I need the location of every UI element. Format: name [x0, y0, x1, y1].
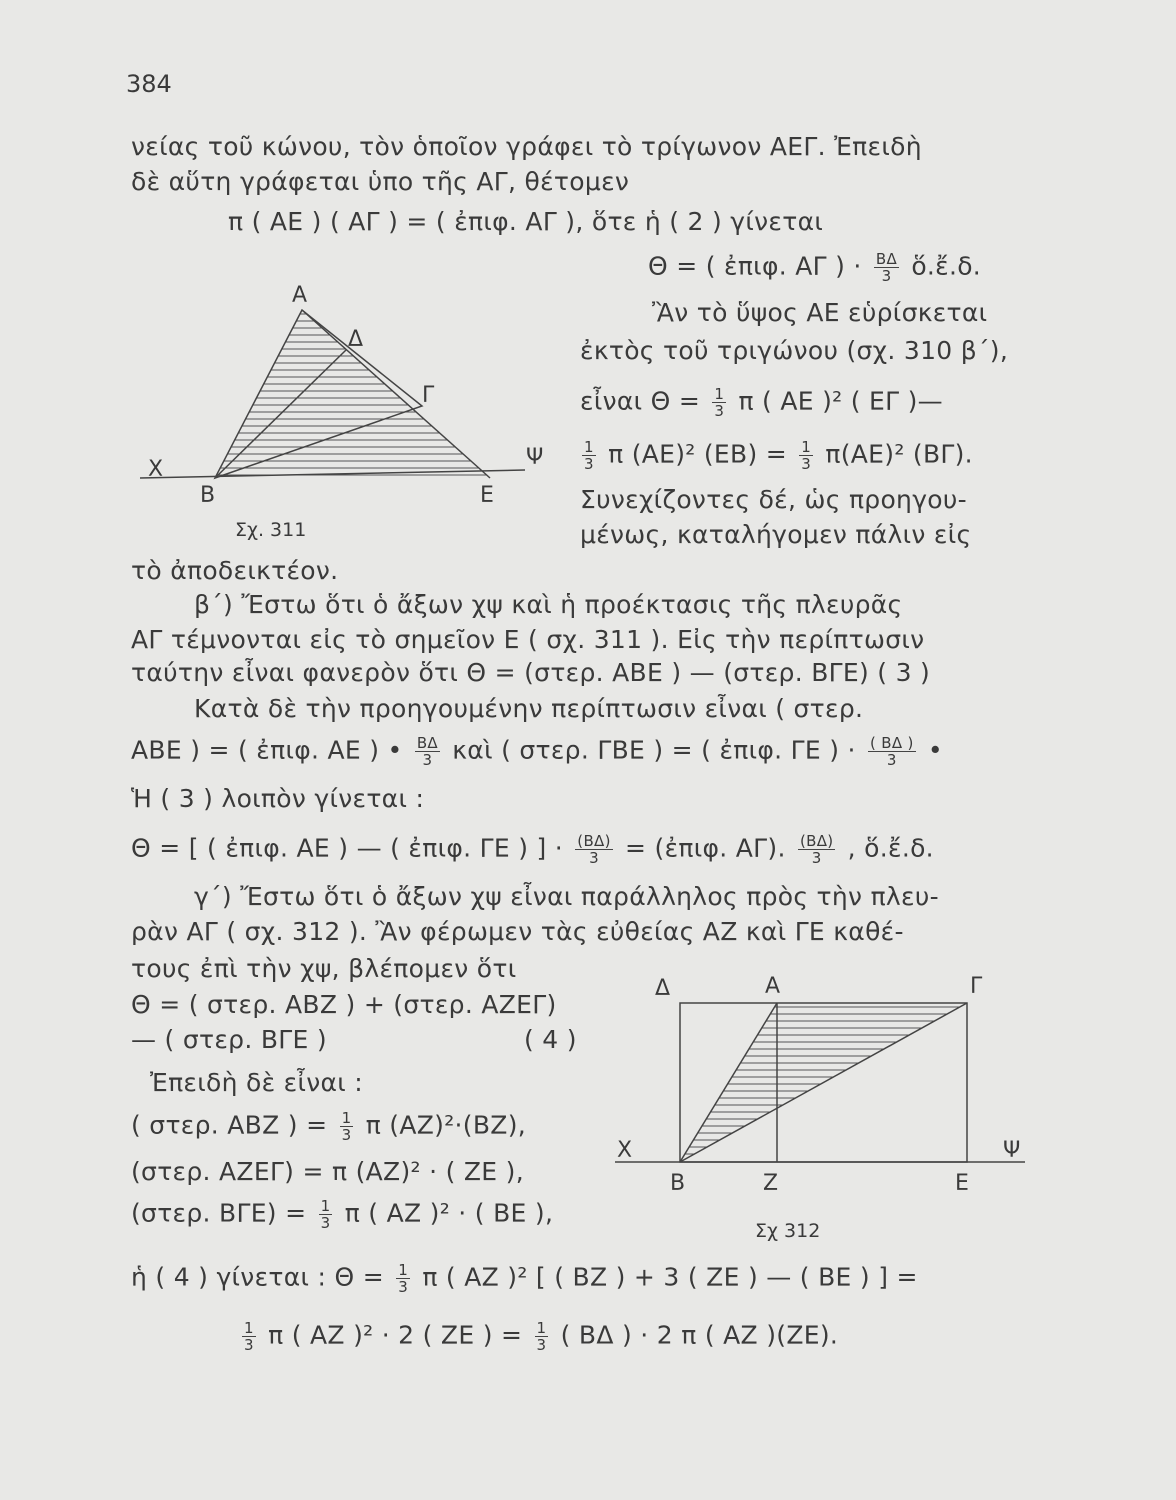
- label-b: Β: [200, 483, 216, 508]
- axis-xpsi: [140, 470, 525, 478]
- text-line: — ( στερ. ΒΓΕ ): [131, 1025, 327, 1054]
- fraction: $\frac{(B\Delta)}{3}$: [799, 832, 834, 867]
- figure-312: [605, 965, 1035, 1255]
- text-line: ΑΓ τέμνονται εἰς τὸ σημεῖον Ε ( σχ. 311 ). Εἰς τὴν περίπτωσιν: [131, 625, 925, 654]
- fraction: $\frac{( B\Delta )}{3}$: [870, 734, 914, 769]
- label-d: Δ: [348, 327, 364, 352]
- segment-bg: [680, 1003, 967, 1162]
- label-a: Α: [765, 974, 781, 999]
- text-line: νείας τοῦ κώνου, τὸν ὁποῖον γράφει τὸ τρίγωνον ΑΕΓ. Ἐπειδὴ: [131, 132, 922, 161]
- fraction: $\frac{(B\Delta)}{3}$: [577, 832, 611, 867]
- equation-line: $\frac{1}{3}$ π (ΑΕ)² (ΕΒ) = $\frac{1}{3}$ π(ΑΕ)² (ΒΓ).: [584, 438, 973, 473]
- fraction: $\frac{1}{3}$: [714, 385, 725, 420]
- fraction: $\frac{1}{3}$: [536, 1319, 547, 1354]
- text-line: β΄) Ἔστω ὅτι ὁ ἄξων χψ καὶ ἡ προέκτασις τῆς πλευρᾶς: [194, 590, 903, 619]
- fraction: $\frac{B\Delta}{3}$: [875, 250, 898, 285]
- text-line: ταύτην εἶναι φανερὸν ὅτι Θ = (στερ. ΑΒΕ ) — (στερ. ΒΓΕ) ( 3 ): [131, 658, 931, 687]
- label-z: Ζ: [763, 1171, 779, 1196]
- label-a: Α: [292, 283, 308, 308]
- equation-line: [648, 251, 981, 284]
- segment-ab: [680, 1003, 777, 1162]
- label-b: Β: [670, 1171, 686, 1196]
- figure-311: [140, 280, 570, 550]
- equation-line: $\frac{1}{3}$ π ( ΑΖ )² · 2 ( ΖΕ ) = $\frac{1}{3}$ ( ΒΔ ) · 2 π ( ΑΖ )(ΖΕ).: [244, 1319, 839, 1354]
- text-line: ρὰν ΑΓ ( σχ. 312 ). Ἂν φέρωμεν τὰς εὐθείας ΑΖ καὶ ΓΕ καθέ-: [131, 917, 904, 946]
- label-psi: Ψ: [1003, 1138, 1021, 1163]
- hatching: [140, 314, 540, 475]
- equation-line: ἡ ( 4 ) γίνεται : Θ = $\frac{1}{3}$ π ( ΑΖ )² [ ( ΒΖ ) + 3 ( ΖΕ ) — ( ΒΕ ) ] =: [131, 1261, 918, 1296]
- text-line: γ΄) Ἔστω ὅτι ὁ ἄξων χψ εἶναι παράλληλος πρὸς τὴν πλευ-: [194, 882, 939, 911]
- text-line: Συνεχίζοντες δέ, ὡς προηγου-: [580, 485, 967, 514]
- text-line: Ἐπειδὴ δὲ εἶναι :: [150, 1068, 363, 1097]
- text-line: (στερ. ΑΖΕΓ) = π (ΑΖ)² · ( ΖΕ ),: [131, 1157, 524, 1186]
- fraction: $\frac{1}{3}$: [398, 1261, 409, 1296]
- fraction: $\frac{1}{3}$: [341, 1109, 352, 1144]
- equation-line: Θ = [ ( ἐπιφ. ΑΕ ) — ( ἐπιφ. ΓΕ ) ] · $\frac{(B\Delta)}{3}$ = (ἐπιφ. ΑΓ). $\frac{(B\Delta)}{3}$ , ὅ.ἔ.δ.: [131, 832, 934, 867]
- text-line: τὸ ἀποδεικτέον.: [131, 556, 339, 585]
- text-line: Κατὰ δὲ τὴν προηγουμένην περίπτωσιν εἶναι ( στερ.: [194, 694, 864, 723]
- label-d: Δ: [655, 976, 671, 1001]
- fraction: $\frac{1}{3}$: [244, 1319, 254, 1354]
- text-line: μένως, καταλήγομεν πάλιν εἰς: [580, 520, 972, 549]
- text-line: δὲ αὕτη γράφεται ὑπο τῆς ΑΓ, θέτομεν: [131, 167, 630, 196]
- fraction: $\frac{1}{3}$: [801, 438, 812, 473]
- equation-line: εἶναι Θ = $\frac{1}{3}$ π ( ΑΕ )² ( ΕΓ )—: [580, 385, 943, 420]
- segment-bd: [215, 350, 346, 478]
- label-g: Γ: [422, 383, 435, 408]
- label-psi: Ψ: [526, 445, 544, 470]
- page-number: 384: [126, 70, 172, 98]
- fraction: $\frac{1}{3}$: [584, 438, 594, 473]
- label-x: Χ: [148, 457, 164, 482]
- equation-part: Θ = ( ἐπιφ. ΑΓ ) ·: [648, 251, 862, 281]
- caption-311: Σχ. 311: [235, 519, 307, 541]
- text-line: Ἡ ( 3 ) λοιπὸν γίνεται :: [131, 784, 425, 813]
- text-line: τους ἐπὶ τὴν χψ, βλέπομεν ὅτι: [131, 954, 517, 983]
- fraction: $\frac{B\Delta}{3}$: [416, 734, 438, 769]
- equation-part: ὅ.ἔ.δ.: [911, 251, 982, 281]
- equation-line: ( στερ. ΑΒΖ ) = $\frac{1}{3}$ π (ΑΖ)²·(ΒΖ),: [131, 1109, 527, 1144]
- equation-line: ΑΒΕ ) = ( ἐπιφ. ΑΕ ) • $\frac{B\Delta}{3}$ καὶ ( στερ. ΓΒΕ ) = ( ἐπιφ. ΓΕ ) · $\frac{( B\Delta )}{3}$ •: [131, 734, 943, 769]
- label-e: Ε: [480, 483, 494, 508]
- caption-312: Σχ 312: [755, 1220, 821, 1242]
- text-line: ἐκτὸς τοῦ τριγώνου (σχ. 310 β΄),: [580, 336, 1009, 365]
- text-line: Ἂν τὸ ὕψος ΑΕ εὑρίσκεται: [652, 298, 988, 327]
- text-line: π ( ΑΕ ) ( ΑΓ ) = ( ἐπιφ. ΑΓ ), ὅτε ἡ ( 2 ) γίνεται: [228, 207, 824, 236]
- fraction: $\frac{1}{3}$: [320, 1197, 331, 1232]
- equation-line: (στερ. ΒΓΕ) = $\frac{1}{3}$ π ( ΑΖ )² · ( ΒΕ ),: [131, 1197, 554, 1232]
- side-ae: [302, 310, 490, 478]
- label-g: Γ: [970, 974, 983, 999]
- label-x: Χ: [617, 1138, 633, 1163]
- equation-number: ( 4 ): [524, 1025, 577, 1054]
- label-e: Ε: [955, 1171, 969, 1196]
- text-line: Θ = ( στερ. ΑΒΖ ) + (στερ. ΑΖΕΓ): [131, 990, 557, 1019]
